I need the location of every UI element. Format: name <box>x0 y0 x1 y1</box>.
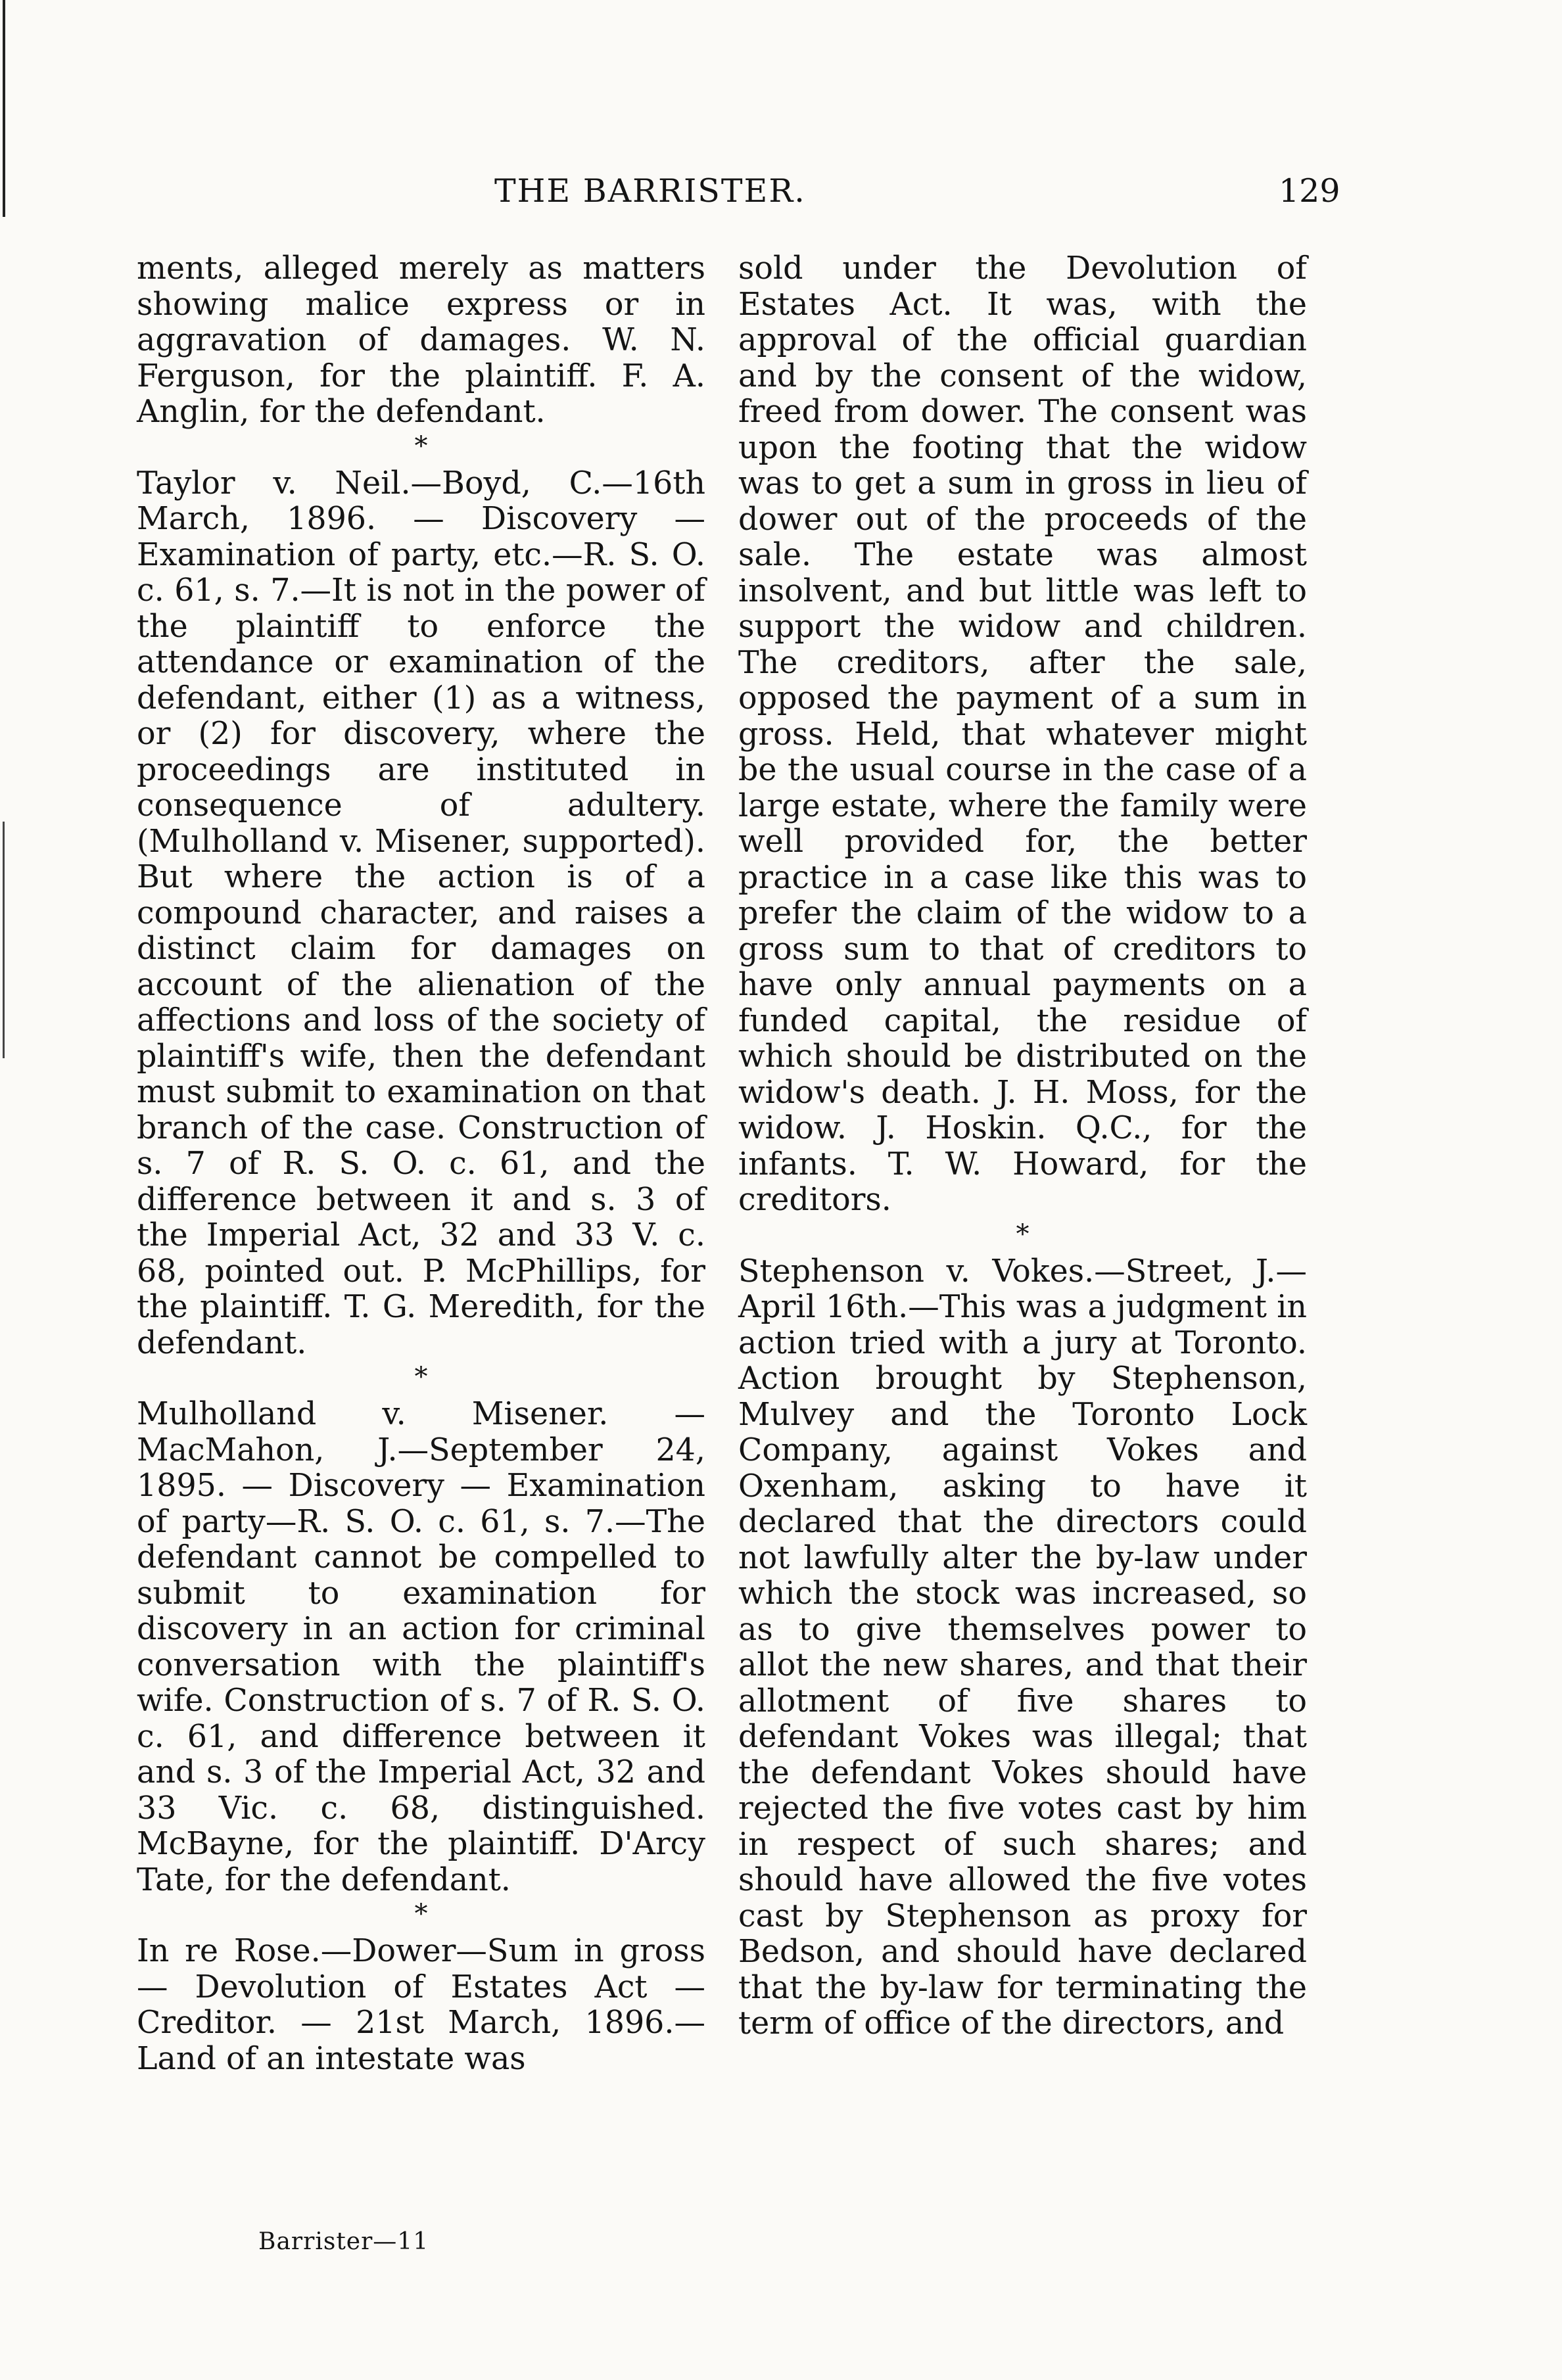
page-header <box>0 172 1562 218</box>
page-edge-mark-lower <box>3 822 5 1058</box>
right-column <box>738 251 1307 2042</box>
running-title: THE BARRISTER. <box>494 172 806 210</box>
left-column <box>137 251 705 2077</box>
case-paragraph-damages: ments, alleged merely as matters showing malice express or in aggravation of damages. W. N. Ferguson, for the plaintiff. F. A. Anglin, for the defendant. <box>137 250 705 430</box>
case-paragraph-mulholland-v-misener: Mulholland v. Misener. — MacMahon, J.—September 24, 1895. — Discovery — Examination of party—R. S. O. c. 61, s. 7.—The defendant cannot be compelled to submit to examination for discovery in an action for criminal conversation with the plaintiff's wife. Construction of s. 7 of R. S. O. c. 61, and difference between it and s. 3 of the Imperial Act, 32 and 33 Vic. c. 68, distinguished. McBayne, for the plaintiff. D'Arcy Tate, for the defendant. <box>137 1396 705 1898</box>
section-separator: * <box>414 431 428 461</box>
case-paragraph-stephenson-v-vokes: Stephenson v. Vokes.—Street, J.—April 16th.—This was a judgment in action tried with a jury at Toronto. Action brought by Stephenson, Mulvey and the Toronto Lock Company, against Vokes and Oxenham, asking to have it declared that the directors could not lawfully alter the by-law under which the stock was increased, so as to give themselves power to allot the new shares, and that their allotment of five shares to defendant Vokes was illegal; that the defendant Vokes should have rejected the five votes cast by him in respect of such shares; and should have allowed the five votes cast by Stephenson as proxy for Bedson, and should have declared that the by-law for terminating the term of office of the directors, and <box>738 1253 1307 2042</box>
page-number: 129 <box>1279 172 1340 210</box>
printer-signature-mark: Barrister—11 <box>258 2228 429 2255</box>
case-paragraph-in-re-rose: In re Rose.—Dower—Sum in gross — Devolution of Estates Act — Creditor. — 21st March, 1896.—Land of an intestate was <box>137 1933 705 2077</box>
case-paragraph-taylor-v-neil: Taylor v. Neil.—Boyd, C.—16th March, 1896. — Discovery — Examination of party, etc.—R. S. O. c. 61, s. 7.—It is not in the power of the plaintiff to enforce the attendance or examination of the defendant, either (1) as a witness, or (2) for discovery, where the proceedings are instituted in consequence of adultery. (Mulholland v. Misener, supported). But where the action is of a compound character, and raises a distinct claim for damages on account of the alienation of the affections and loss of the society of plaintiff's wife, then the defendant must submit to examination on that branch of the case. Construction of s. 7 of R. S. O. c. 61, and the difference between it and s. 3 of the Imperial Act, 32 and 33 V. c. 68, pointed out. P. McPhillips, for the plaintiff. T. G. Meredith, for the defendant. <box>137 465 705 1361</box>
section-separator: * <box>414 1362 428 1392</box>
section-separator: * <box>1016 1219 1030 1249</box>
case-paragraph-in-re-rose-continued: sold under the Devolution of Estates Act. It was, with the approval of the official guardian and by the consent of the widow, freed from dower. The consent was upon the footing that the widow was to get a sum in gross in lieu of dower out of the proceeds of the sale. The estate was almost insolvent, and but little was left to support the widow and children. The creditors, after the sale, opposed the payment of a sum in gross. Held, that whatever might be the usual course in the case of a large estate, where the family were well provided for, the better practice in a case like this was to prefer the claim of the widow to a gross sum to that of creditors to have only annual payments on a funded capital, the residue of which should be distributed on the widow's death. J. H. Moss, for the widow. J. Hoskin. Q.C., for the infants. T. W. Howard, for the creditors. <box>738 250 1307 1218</box>
section-separator: * <box>414 1899 428 1929</box>
